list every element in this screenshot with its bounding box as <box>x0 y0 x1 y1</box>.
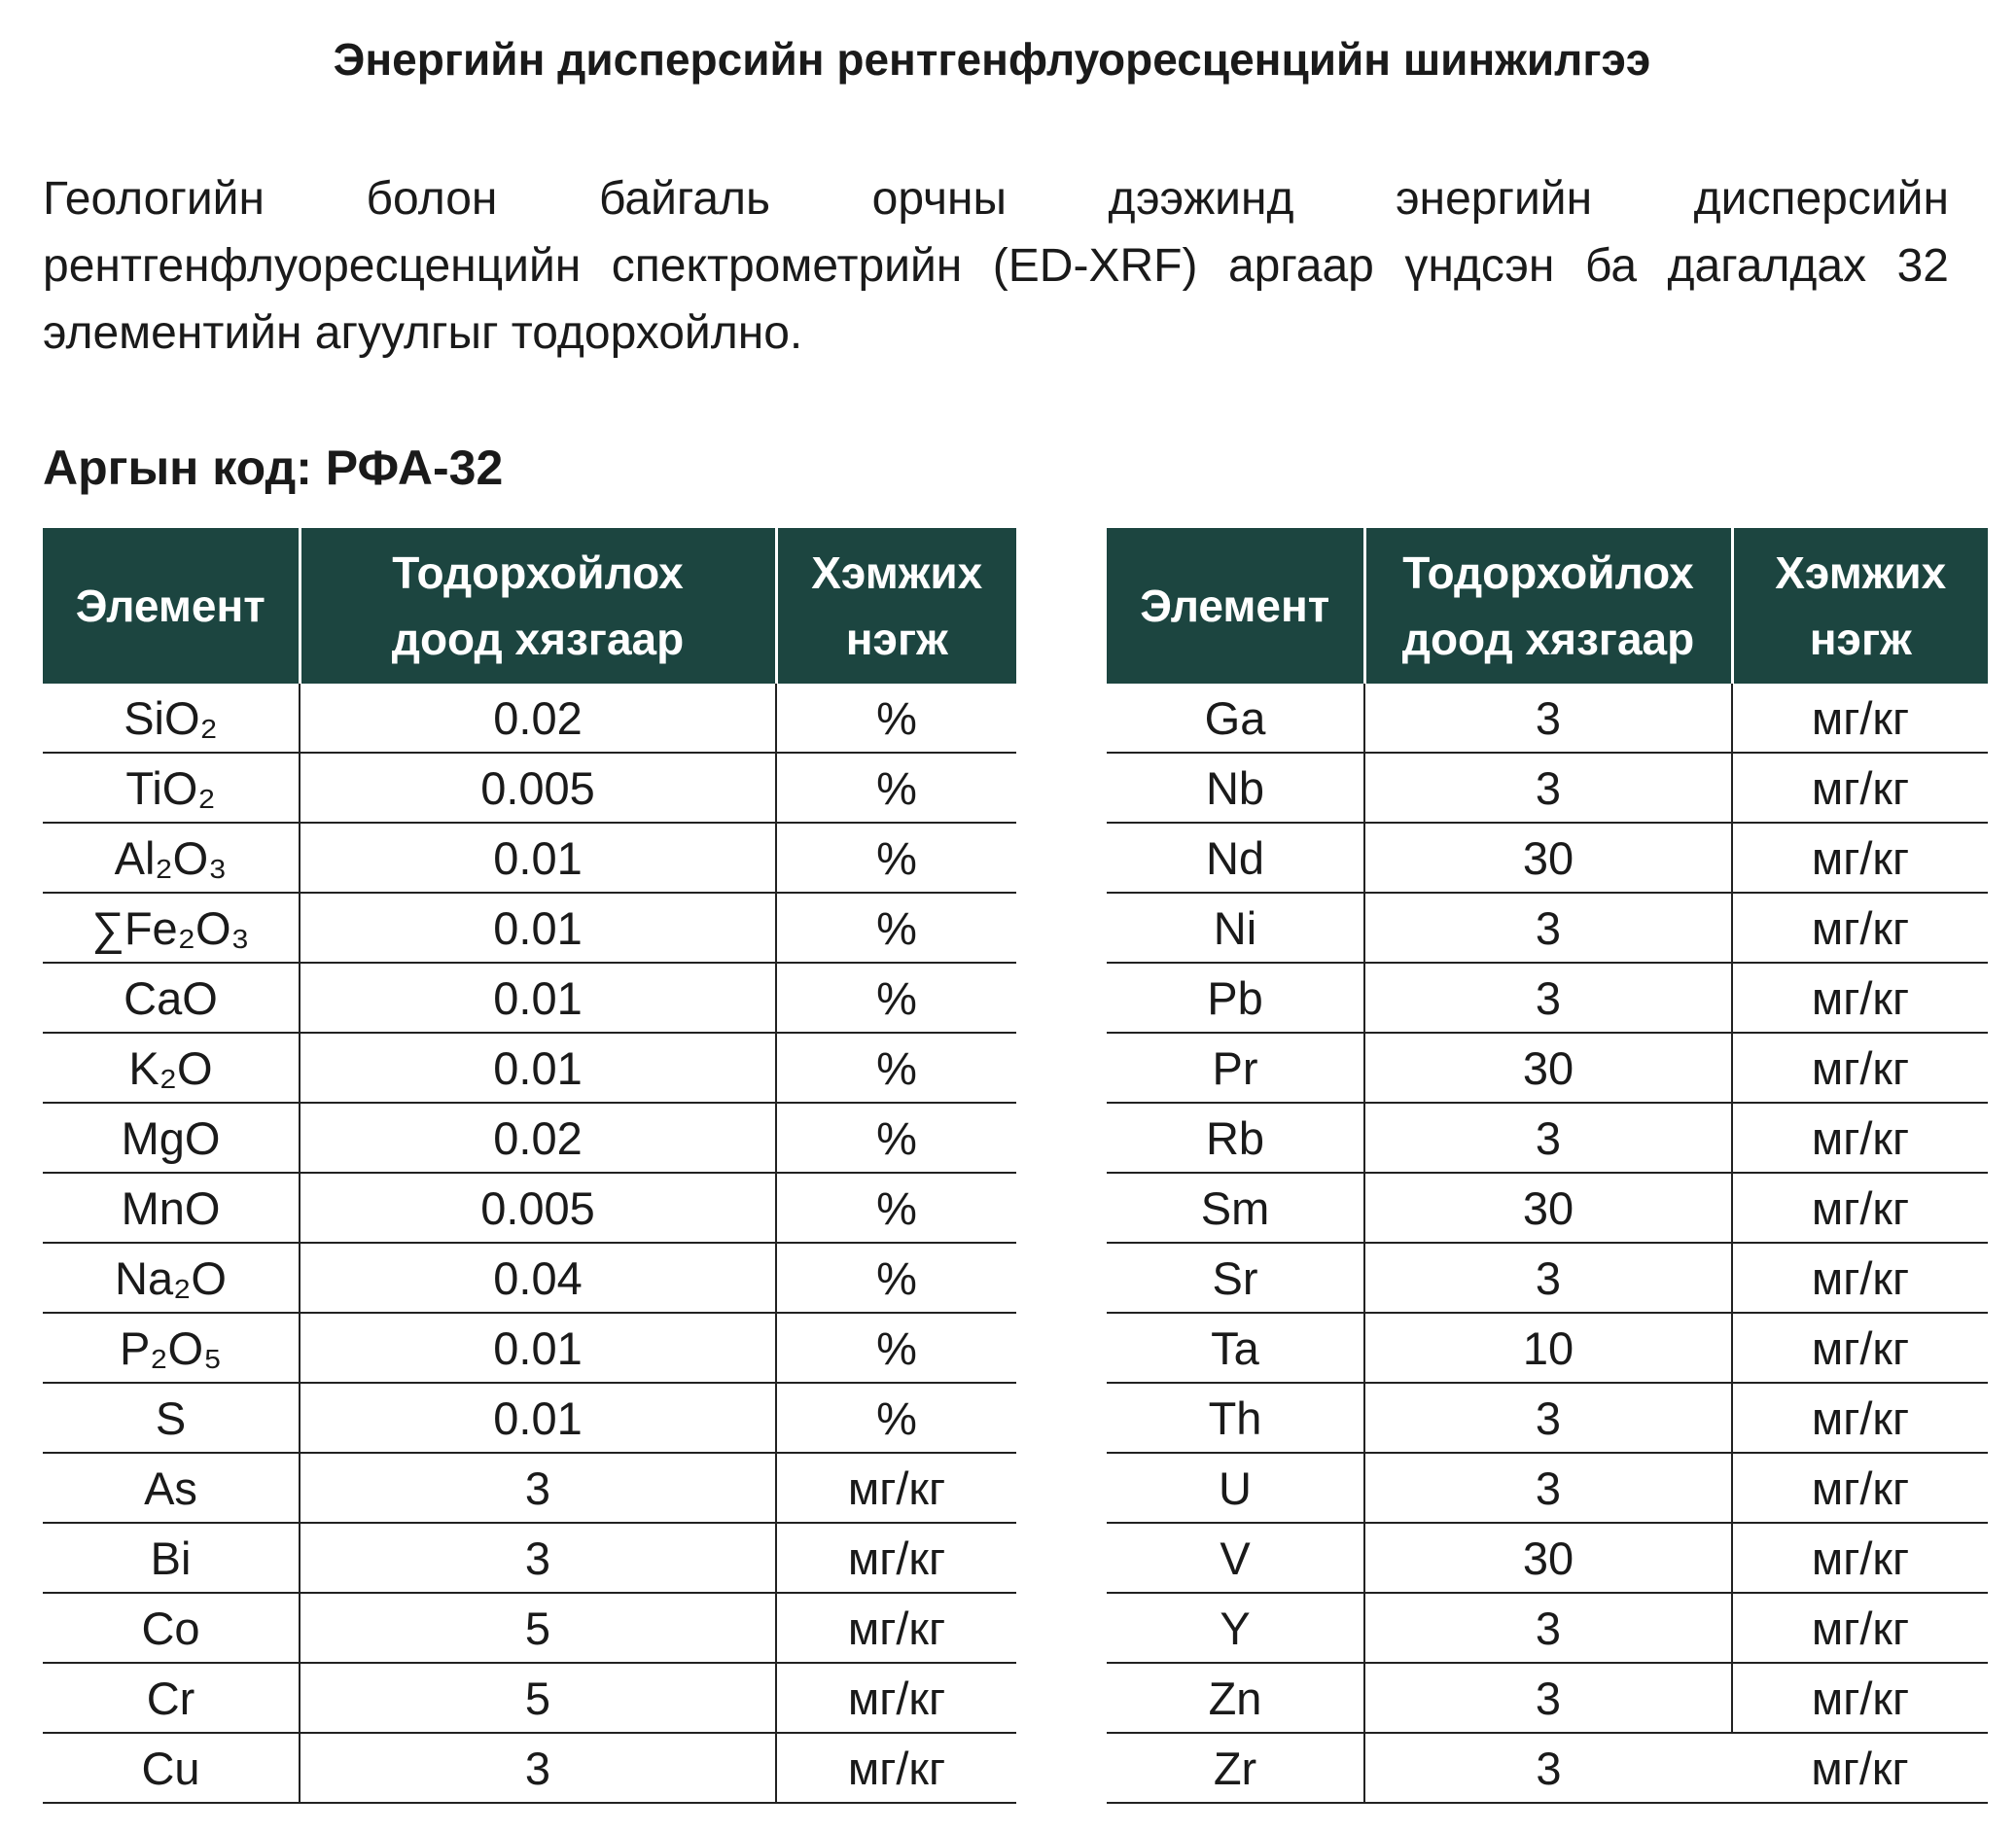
unit-cell: мг/кг <box>1732 1173 1988 1243</box>
detection-limit-cell: 3 <box>1364 1103 1732 1173</box>
detection-limit-cell: 0.04 <box>300 1243 776 1313</box>
detection-limit-cell: 3 <box>1364 1733 1732 1803</box>
element-cell: ∑Fe₂O₃ <box>43 893 300 963</box>
unit-cell: % <box>776 963 1016 1033</box>
unit-cell: мг/кг <box>1732 1313 1988 1383</box>
detection-limit-cell: 3 <box>300 1523 776 1593</box>
detection-limit-cell: 30 <box>1364 1173 1732 1243</box>
unit-cell: % <box>776 1383 1016 1453</box>
table-row <box>43 1243 1016 1313</box>
element-cell: Ta <box>1107 1313 1364 1383</box>
element-cell: Zn <box>1107 1663 1364 1733</box>
detection-limit-cell: 3 <box>1364 753 1732 823</box>
unit-cell: % <box>776 893 1016 963</box>
unit-cell: мг/кг <box>1732 1593 1988 1663</box>
detection-limit-cell: 3 <box>300 1733 776 1803</box>
element-cell: Al₂O₃ <box>43 823 300 893</box>
table-row <box>1107 1383 1988 1453</box>
detection-limits-table-right <box>1107 528 1988 1804</box>
intro-paragraph: Геологийн болон байгаль орчны дээжинд энергийн дисперсийн рентгенфлуоресценцийн спектрометрийн (ED-XRF) аргаар үндсэн ба дагалдах 32 элементийн агуулгыг тодорхойлно. <box>43 173 1949 359</box>
element-cell: Ga <box>1107 684 1364 753</box>
unit-cell: мг/кг <box>1732 893 1988 963</box>
header-element: Элемент <box>1107 528 1364 684</box>
table-row <box>1107 1033 1988 1103</box>
table-row <box>1107 823 1988 893</box>
table-header-row <box>1107 528 1988 684</box>
element-cell: MgO <box>43 1103 300 1173</box>
unit-cell: мг/кг <box>1732 1103 1988 1173</box>
header-unit: Хэмжих нэгж <box>776 528 1016 684</box>
table-row <box>1107 684 1988 753</box>
element-cell: Bi <box>43 1523 300 1593</box>
detection-limit-cell: 0.01 <box>300 823 776 893</box>
element-cell: U <box>1107 1453 1364 1523</box>
table-row <box>43 1383 1016 1453</box>
element-cell: Y <box>1107 1593 1364 1663</box>
unit-cell: мг/кг <box>1732 684 1988 753</box>
unit-cell: % <box>776 1313 1016 1383</box>
element-cell: V <box>1107 1523 1364 1593</box>
detection-limit-cell: 0.02 <box>300 684 776 753</box>
table-row <box>1107 1243 1988 1313</box>
element-cell: As <box>43 1453 300 1523</box>
unit-cell: мг/кг <box>776 1453 1016 1523</box>
table-row <box>1107 963 1988 1033</box>
unit-cell: % <box>776 1033 1016 1103</box>
header-unit: Хэмжих нэгж <box>1732 528 1988 684</box>
table-header-row <box>43 528 1016 684</box>
detection-limit-cell: 0.01 <box>300 1033 776 1103</box>
table-row <box>1107 893 1988 963</box>
element-cell: S <box>43 1383 300 1453</box>
detection-limit-cell: 0.02 <box>300 1103 776 1173</box>
detection-limit-cell: 3 <box>1364 1383 1732 1453</box>
table-row <box>1107 1453 1988 1523</box>
detection-limit-cell: 30 <box>1364 1523 1732 1593</box>
table-row <box>1107 1103 1988 1173</box>
detection-limit-cell: 0.01 <box>300 1313 776 1383</box>
detection-limit-cell: 30 <box>1364 823 1732 893</box>
unit-cell: мг/кг <box>1732 1523 1988 1593</box>
element-cell: MnO <box>43 1173 300 1243</box>
detection-limit-cell: 0.01 <box>300 1383 776 1453</box>
table-row <box>1107 1523 1988 1593</box>
detection-limit-cell: 0.01 <box>300 893 776 963</box>
table-row <box>43 1523 1016 1593</box>
detection-limit-cell: 3 <box>1364 1453 1732 1523</box>
unit-cell: мг/кг <box>1732 963 1988 1033</box>
table-row <box>1107 1313 1988 1383</box>
unit-cell: мг/кг <box>776 1593 1016 1663</box>
table-row <box>1107 1173 1988 1243</box>
table-row <box>43 1733 1016 1803</box>
detection-limit-cell: 3 <box>1364 1243 1732 1313</box>
unit-cell: мг/кг <box>1732 1033 1988 1103</box>
unit-cell: % <box>776 1173 1016 1243</box>
header-detection-limit: Тодорхойлох доод хязгаар <box>1364 528 1732 684</box>
table-row <box>43 684 1016 753</box>
element-cell: Co <box>43 1593 300 1663</box>
unit-cell: мг/кг <box>1732 823 1988 893</box>
table-row <box>1107 1663 1988 1733</box>
unit-cell: % <box>776 684 1016 753</box>
unit-cell: мг/кг <box>1732 1663 1988 1733</box>
table-row <box>43 1173 1016 1243</box>
detection-limit-cell: 3 <box>1364 1663 1732 1733</box>
element-cell: P₂O₅ <box>43 1313 300 1383</box>
unit-cell: % <box>776 753 1016 823</box>
element-cell: Ni <box>1107 893 1364 963</box>
unit-cell: мг/кг <box>776 1733 1016 1803</box>
table-row <box>43 963 1016 1033</box>
element-cell: Na₂O <box>43 1243 300 1313</box>
element-cell: SiO₂ <box>43 684 300 753</box>
detection-limit-cell: 3 <box>300 1453 776 1523</box>
table-row <box>1107 1733 1988 1803</box>
table-row <box>43 1453 1016 1523</box>
table-row <box>1107 753 1988 823</box>
element-cell: Pr <box>1107 1033 1364 1103</box>
unit-cell: мг/кг <box>1732 1243 1988 1313</box>
detection-limit-cell: 0.005 <box>300 753 776 823</box>
unit-cell: мг/кг <box>776 1663 1016 1733</box>
unit-cell: % <box>776 1103 1016 1173</box>
element-cell: TiO₂ <box>43 753 300 823</box>
table-row <box>43 1033 1016 1103</box>
unit-cell: мг/кг <box>1732 753 1988 823</box>
detection-limits-table-left <box>43 528 1016 1804</box>
detection-limit-cell: 5 <box>300 1663 776 1733</box>
detection-limit-cell: 3 <box>1364 963 1732 1033</box>
header-element: Элемент <box>43 528 300 684</box>
unit-cell: % <box>776 823 1016 893</box>
element-cell: Cr <box>43 1663 300 1733</box>
detection-limit-cell: 0.005 <box>300 1173 776 1243</box>
detection-limit-cell: 30 <box>1364 1033 1732 1103</box>
detection-limit-cell: 0.01 <box>300 963 776 1033</box>
method-code: Аргын код: РФА-32 <box>43 440 504 495</box>
unit-cell: мг/кг <box>1732 1383 1988 1453</box>
unit-cell: мг/кг <box>1732 1453 1988 1523</box>
element-cell: Zr <box>1107 1733 1364 1803</box>
table-row <box>43 1593 1016 1663</box>
element-cell: Rb <box>1107 1103 1364 1173</box>
unit-cell: мг/кг <box>1732 1733 1988 1803</box>
detection-limit-cell: 5 <box>300 1593 776 1663</box>
detection-limit-cell: 3 <box>1364 684 1732 753</box>
table-row <box>43 823 1016 893</box>
detection-limit-cell: 3 <box>1364 893 1732 963</box>
element-cell: K₂O <box>43 1033 300 1103</box>
page-title: Энергийн дисперсийн рентгенфлуоресценцийн шинжилгээ <box>333 34 1651 85</box>
table-row <box>43 753 1016 823</box>
table-row <box>43 1313 1016 1383</box>
table-row <box>43 893 1016 963</box>
element-cell: Cu <box>43 1733 300 1803</box>
detection-limit-cell: 3 <box>1364 1593 1732 1663</box>
table-row <box>1107 1593 1988 1663</box>
element-cell: Pb <box>1107 963 1364 1033</box>
table-row <box>43 1663 1016 1733</box>
table-row <box>43 1103 1016 1173</box>
element-cell: Sr <box>1107 1243 1364 1313</box>
element-cell: Sm <box>1107 1173 1364 1243</box>
element-cell: CaO <box>43 963 300 1033</box>
element-cell: Th <box>1107 1383 1364 1453</box>
unit-cell: мг/кг <box>776 1523 1016 1593</box>
unit-cell: % <box>776 1243 1016 1313</box>
detection-limit-cell: 10 <box>1364 1313 1732 1383</box>
element-cell: Nb <box>1107 753 1364 823</box>
header-detection-limit: Тодорхойлох доод хязгаар <box>300 528 776 684</box>
element-cell: Nd <box>1107 823 1364 893</box>
